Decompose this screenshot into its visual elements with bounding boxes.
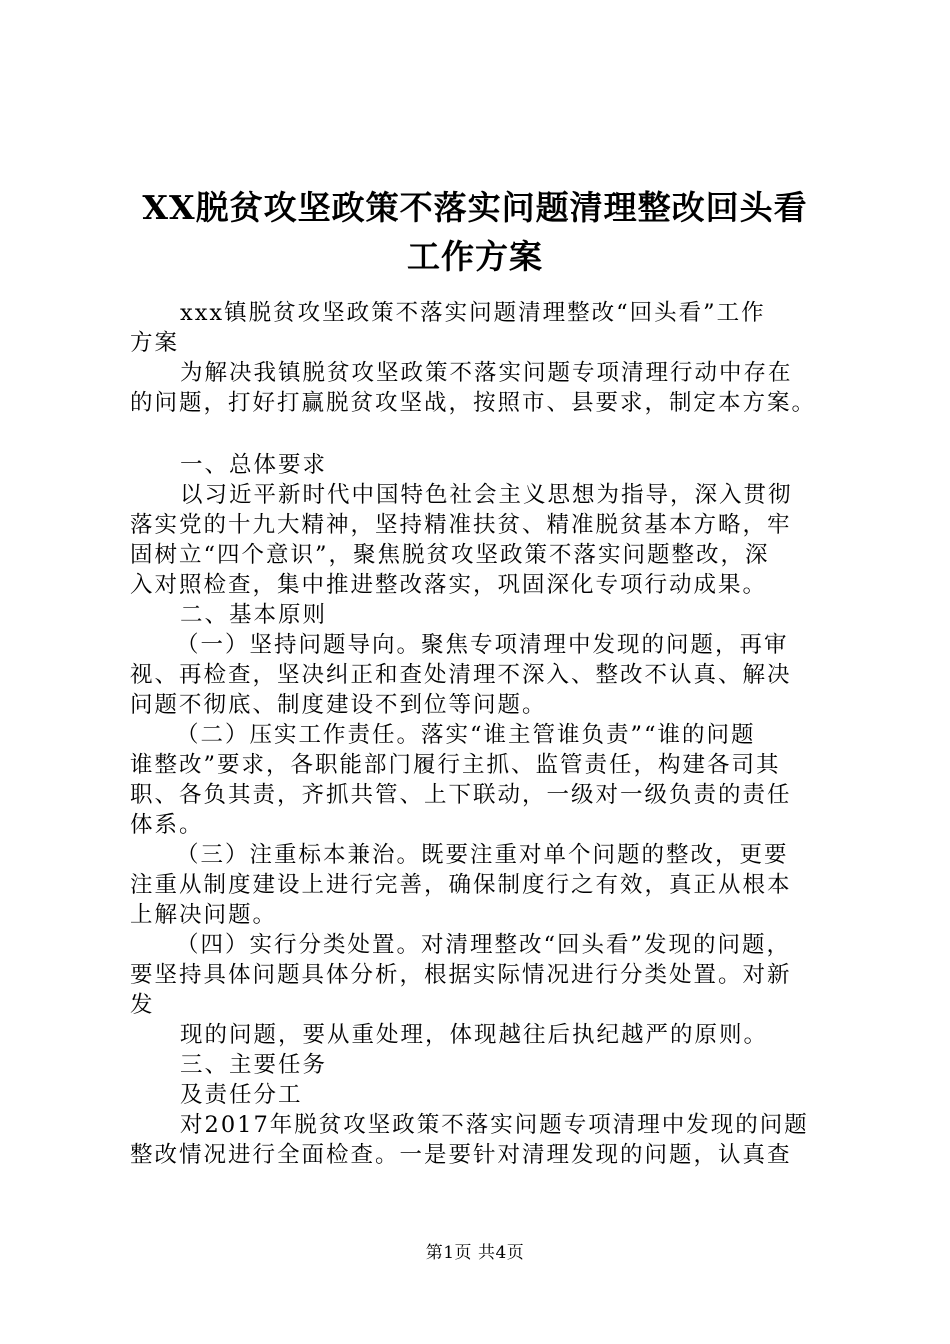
paragraph-line: xxx镇脱贫攻坚政策不落实问题清理整改“回头看”工作 <box>180 300 766 326</box>
document-body <box>130 298 834 1170</box>
paragraph-line: 整改情况进行全面检查。一是要针对清理发现的问题，认真查 <box>130 1142 792 1168</box>
paragraph-line: 固树立“四个意识”，聚焦脱贫攻坚政策不落实问题整改，深 <box>130 542 770 568</box>
paragraph-line: （一）坚持问题导向。聚焦专项清理中发现的问题，再审 <box>176 632 789 658</box>
paragraph-line: 的问题，打好打赢脱贫攻坚战，按照市、县要求，制定本方案。 <box>130 390 817 416</box>
document-title-line-1: XX脱贫攻坚政策不落实问题清理整改回头看 <box>142 188 808 227</box>
section-heading-3: 三、主要任务 <box>180 1052 328 1078</box>
paragraph-line: 以习近平新时代中国特色社会主义思想为指导，深入贯彻 <box>180 482 793 508</box>
paragraph-line: （三）注重标本兼治。既要注重对单个问题的整改，更要 <box>176 842 789 868</box>
paragraph-line: 视、再检查，坚决纠正和查处清理不深入、整改不认真、解决 <box>130 662 792 688</box>
paragraph-line: 体系。 <box>130 812 204 838</box>
paragraph-line: 发 <box>130 992 155 1018</box>
paragraph-line: 对2017年脱贫攻坚政策不落实问题专项清理中发现的问题 <box>180 1112 809 1138</box>
paragraph-line: 职、各负其责，齐抓共管、上下联动，一级对一级负责的责任 <box>130 782 792 808</box>
paragraph-line: 谁整改”要求，各职能部门履行主抓、监管责任，构建各司其 <box>130 752 781 778</box>
paragraph-line: （二）压实工作责任。落实“谁主管谁负责”“谁的问题 <box>176 722 756 748</box>
paragraph-line: 上解决问题。 <box>130 902 278 928</box>
document-title-line-2: 工作方案 <box>407 237 543 276</box>
section-heading-1: 一、总体要求 <box>180 452 328 478</box>
paragraph-line: 为解决我镇脱贫攻坚政策不落实问题专项清理行动中存在 <box>180 360 793 386</box>
paragraph-line: 注重从制度建设上进行完善，确保制度行之有效，真正从根本 <box>130 872 792 898</box>
paragraph-line: 要坚持具体问题具体分析，根据实际情况进行分类处置。对新 <box>130 962 792 988</box>
paragraph-line: （四）实行分类处置。对清理整改“回头看”发现的问题， <box>176 932 792 958</box>
section-heading-3-continued: 及责任分工 <box>180 1082 303 1108</box>
page-number-footer: 第1页 共4页 <box>425 1243 525 1263</box>
paragraph-line: 入对照检查，集中推进整改落实，巩固深化专项行动成果。 <box>130 572 768 598</box>
section-heading-2: 二、基本原则 <box>180 602 328 628</box>
paragraph-line: 问题不彻底、制度建设不到位等问题。 <box>130 692 547 718</box>
paragraph-line: 方案 <box>130 330 180 356</box>
paragraph-line: 现的问题，要从重处理，体现越往后执纪越严的原则。 <box>180 1022 769 1048</box>
blank-line <box>130 418 834 450</box>
paragraph-line: 落实党的十九大精神，坚持精准扶贫、精准脱贫基本方略，牢 <box>130 512 792 538</box>
